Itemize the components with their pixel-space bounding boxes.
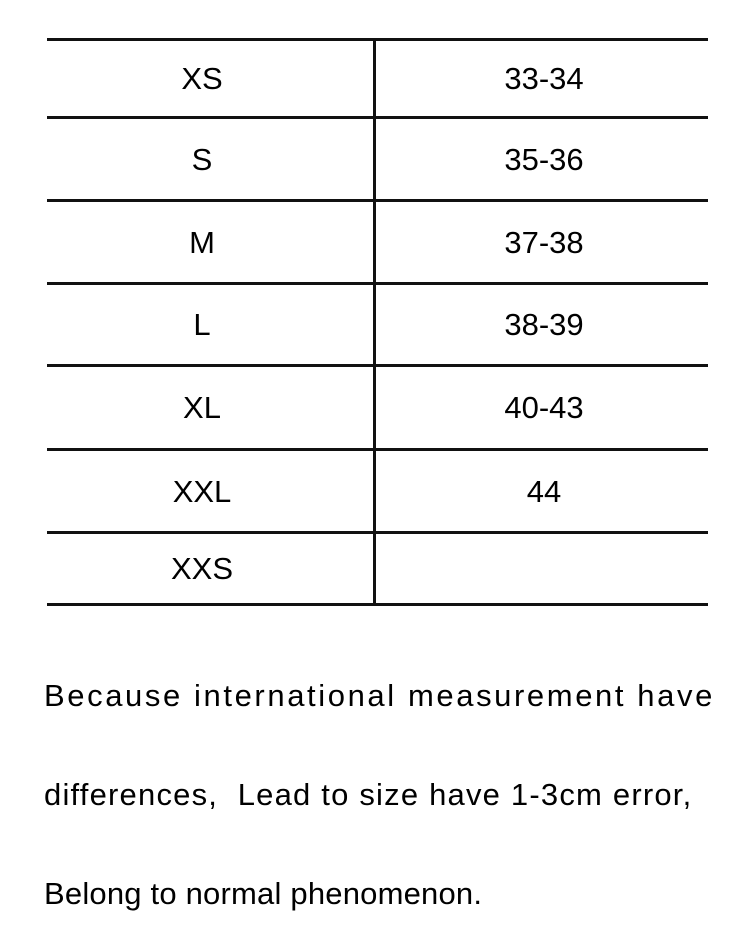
table-row-m (47, 202, 708, 285)
size-value: 35-36 (504, 141, 584, 177)
table-row-s (47, 119, 708, 202)
table-row-xl (47, 367, 708, 451)
size-value: 40-43 (504, 390, 584, 425)
size-label: M (47, 202, 376, 282)
size-label: XL (47, 367, 376, 448)
size-label: S (47, 119, 376, 199)
size-chart-table (47, 38, 708, 606)
size-disclaimer-note (44, 613, 744, 943)
size-value: 37-38 (504, 224, 584, 260)
size-value: 38-39 (504, 307, 584, 342)
size-label: XXS (47, 534, 376, 603)
table-row-xs (47, 41, 708, 119)
size-value (376, 534, 708, 603)
size-value: 33-34 (504, 61, 584, 96)
table-row-xxs (47, 534, 708, 606)
note-line-1: Because international measurement have (44, 678, 715, 713)
table-row-xxl (47, 451, 708, 534)
size-label: XXL (47, 451, 376, 531)
note-line-3: Belong to normal phenomenon. (44, 876, 483, 911)
size-value: 44 (526, 473, 562, 509)
size-label: XS (47, 41, 376, 116)
size-label: L (47, 285, 376, 364)
table-row-l (47, 285, 708, 367)
note-line-2: differences, Lead to size have 1-3cm error, (44, 777, 693, 812)
